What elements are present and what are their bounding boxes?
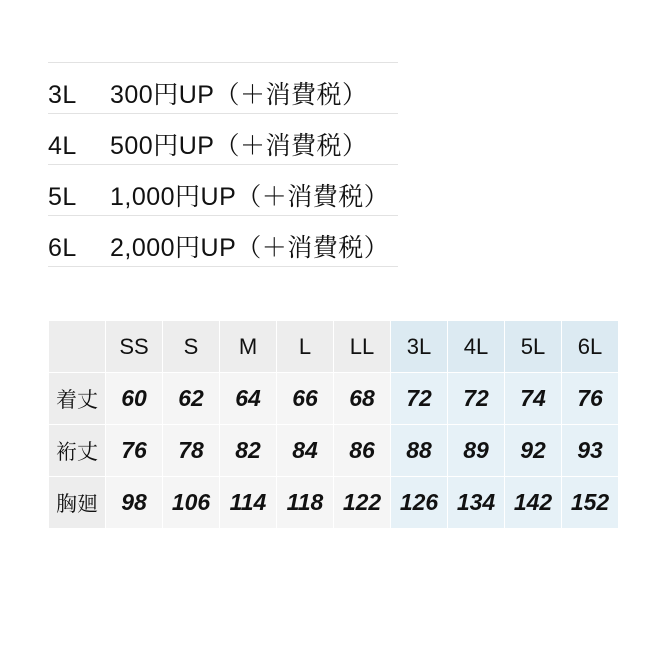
price-amount-label: 500円UP（＋消費税） xyxy=(110,132,368,160)
size-table-column-header: L xyxy=(277,321,334,373)
price-size-label: 5L xyxy=(48,183,77,211)
size-table-column-header: SS xyxy=(106,321,163,373)
size-table-cell: 72 xyxy=(448,373,505,425)
size-table-cell: 88 xyxy=(391,425,448,477)
price-amount-label: 1,000円UP（＋消費税） xyxy=(110,183,390,211)
size-table-row-label: 胸廻 xyxy=(49,477,106,529)
price-row xyxy=(48,114,398,165)
size-table-column-header: 4L xyxy=(448,321,505,373)
table-row xyxy=(49,425,619,477)
size-table-cell: 74 xyxy=(505,373,562,425)
size-table-cell: 64 xyxy=(220,373,277,425)
size-table-cell: 62 xyxy=(163,373,220,425)
size-table-cell: 66 xyxy=(277,373,334,425)
price-amount-label: 2,000円UP（＋消費税） xyxy=(110,234,390,262)
size-table-cell: 89 xyxy=(448,425,505,477)
size-table-cell: 114 xyxy=(220,477,277,529)
size-table-cell: 134 xyxy=(448,477,505,529)
size-table-cell: 126 xyxy=(391,477,448,529)
price-surcharge-list xyxy=(48,62,398,267)
size-table-cell: 86 xyxy=(334,425,391,477)
size-table-cell: 92 xyxy=(505,425,562,477)
price-row xyxy=(48,165,398,216)
size-table-cell: 76 xyxy=(562,373,619,425)
size-table-column-header: S xyxy=(163,321,220,373)
size-table xyxy=(48,320,619,529)
size-table-cell: 76 xyxy=(106,425,163,477)
size-table-cell: 84 xyxy=(277,425,334,477)
size-table-corner-cell xyxy=(49,321,106,373)
size-table-column-header: LL xyxy=(334,321,391,373)
size-table-cell: 82 xyxy=(220,425,277,477)
size-table-cell: 142 xyxy=(505,477,562,529)
size-table-cell: 98 xyxy=(106,477,163,529)
table-row xyxy=(49,477,619,529)
size-table-column-header: M xyxy=(220,321,277,373)
size-table-row-label: 着丈 xyxy=(49,373,106,425)
size-table-header-row xyxy=(49,321,619,373)
price-row xyxy=(48,62,398,114)
size-table-cell: 68 xyxy=(334,373,391,425)
size-chart xyxy=(48,320,619,529)
price-size-label: 4L xyxy=(48,132,77,160)
size-table-cell: 152 xyxy=(562,477,619,529)
table-row xyxy=(49,373,619,425)
size-table-cell: 72 xyxy=(391,373,448,425)
size-table-cell: 122 xyxy=(334,477,391,529)
size-table-cell: 60 xyxy=(106,373,163,425)
price-row xyxy=(48,216,398,267)
size-table-column-header: 3L xyxy=(391,321,448,373)
price-size-label: 3L xyxy=(48,81,77,109)
price-amount-label: 300円UP（＋消費税） xyxy=(110,81,368,109)
size-table-cell: 118 xyxy=(277,477,334,529)
size-table-cell: 106 xyxy=(163,477,220,529)
size-table-cell: 93 xyxy=(562,425,619,477)
size-table-column-header: 5L xyxy=(505,321,562,373)
price-size-label: 6L xyxy=(48,234,77,262)
size-table-column-header: 6L xyxy=(562,321,619,373)
size-table-cell: 78 xyxy=(163,425,220,477)
size-table-row-label: 裄丈 xyxy=(49,425,106,477)
